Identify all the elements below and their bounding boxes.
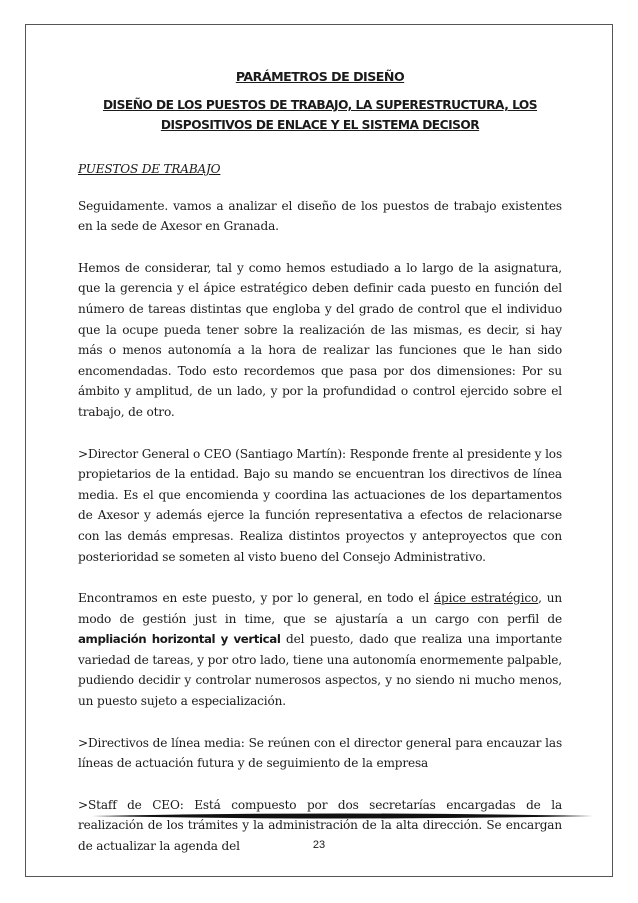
paragraph-apex: [78, 588, 562, 712]
paragraph-ceo: >Director General o CEO (Santiago Martín): Responde frente al presidente y los propietarios de la entidad. Bajo su mando se encuentran los directivos de línea media. Es el que encomienda y coordina las actuaciones de los departamentos de Axesor y además ejerce la función representativa a efectos de relacionarse con las demás empresas. Realiza distintos proyectos y anteproyectos que con posterioridad se someten al visto bueno del Consejo Administrativo.: [78, 446, 562, 564]
apex-link-text: ápice estratégico: [433, 591, 539, 606]
apex-text-a: Encontramos en este puesto, y por lo general, en todo el: [78, 591, 434, 606]
apex-bold-text: ampliación horizontal y vertical: [78, 632, 281, 647]
paragraph-intro: Seguidamente. vamos a analizar el diseño de los puestos de trabajo existentes en la sede de Axesor en Granada.: [78, 198, 562, 234]
document-body: [78, 68, 562, 878]
apex-text-e: del puesto, dado que realiza una importante variedad de tareas, y por otro lado, tiene una autonomía enormemente palpable, pudiendo decidir y controlar numerosos aspectos, y no siendo ni mucho menos, un puesto sujeto a especialización.: [78, 632, 563, 709]
apex-text-c: , un modo de gestión just in time, que se ajustaría a un cargo con perfil de: [78, 591, 562, 626]
paragraph-dimensions: Hemos de considerar, tal y como hemos estudiado a lo largo de la asignatura, que la gerencia y el ápice estratégico deben definir cada puesto en función del número de tareas distintas que engloba y del grado de control que el individuo que la ocupe pueda tener sobre la realización de las mismas, es decir, si hay más o menos autonomía a la hora de realizar las funciones que le han sido encomendadas. Todo esto recordemos que pasa por dos dimensiones: Por su ámbito y amplitud, de un lado, y por la profundidad o control ejercido sobre el trabajo, de otro.: [78, 260, 562, 419]
section-title: PUESTOS DE TRABAJO: [78, 162, 221, 176]
document-title: PARÁMETROS DE DISEÑO: [235, 69, 405, 84]
paragraph-middle-line: >Directivos de línea media: Se reúnen con el director general para encauzar las líneas de actuación futura y de seguimiento de la empresa: [78, 735, 562, 771]
page-number: 23: [312, 839, 326, 851]
footer-rule: [92, 812, 593, 820]
document-subtitle: DISEÑO DE LOS PUESTOS DE TRABAJO, LA SUPERESTRUCTURA, LOS DISPOSITIVOS DE ENLACE Y EL SISTEMA DECISOR: [102, 98, 538, 132]
paragraph-staff: >Staff de CEO: Está compuesto por dos secretarías encargadas de la realización de los trámites y la administración de la alta dirección. Se encargan de actualizar la agenda del: [78, 797, 562, 854]
